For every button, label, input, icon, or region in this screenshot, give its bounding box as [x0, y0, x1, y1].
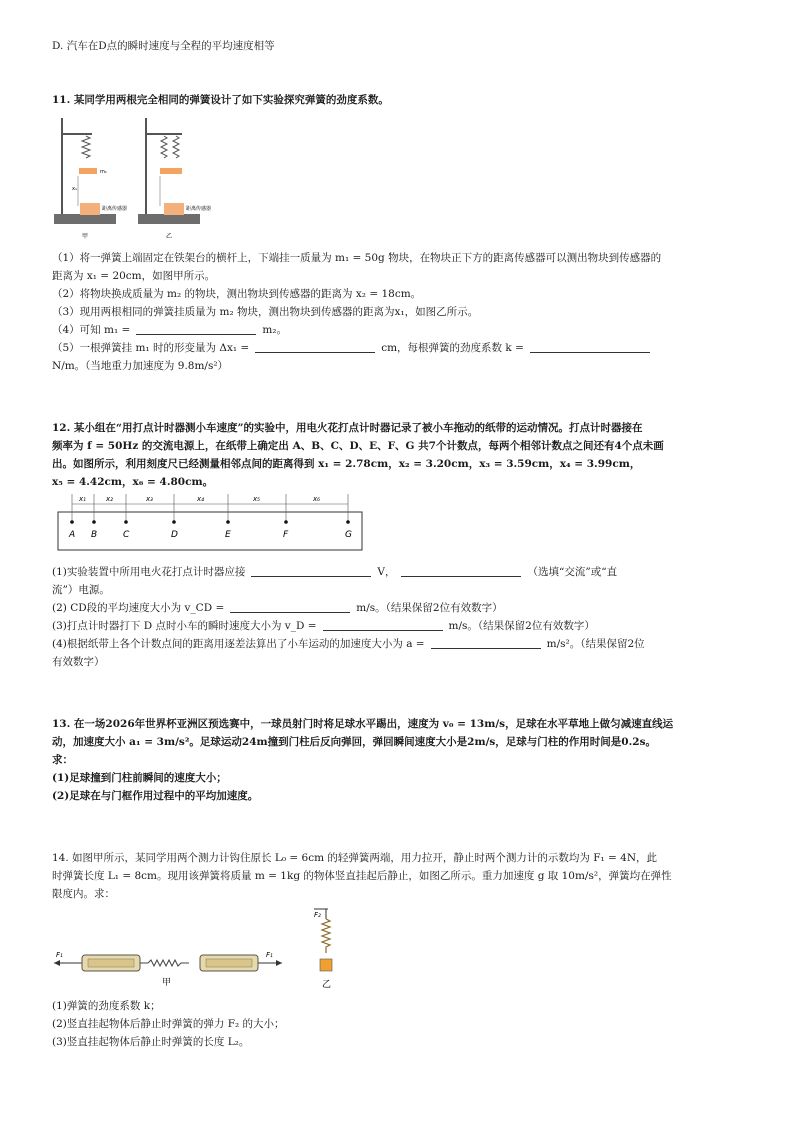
q11-line-7: N/m。（当地重力加速度为 9.8m/s²）: [52, 360, 229, 372]
label-yi-14: 乙: [322, 980, 332, 990]
q12-sub1-cont: 流”）电源。: [52, 584, 110, 596]
label-x1: x₁: [72, 186, 77, 192]
tape-point-label: D: [171, 530, 178, 540]
tape-dot: [92, 520, 96, 524]
q11-line-3: （2）将物块换成质量为 m₂ 的物块，测出物块到传感器的距离为 x₂ = 18cm。: [52, 288, 422, 300]
q12-s2-prefix: (2) CD段的平均速度大小为 v_CD =: [52, 602, 225, 614]
answer-blank-m1[interactable]: [136, 322, 256, 335]
q11-5-mid: cm，每根弹簧的劲度系数 k =: [381, 342, 524, 354]
tape-segment-label: x₃: [146, 495, 153, 503]
tape-segment-label: x₅: [253, 495, 260, 503]
q14-sub1: (1)弹簧的劲度系数 k；: [52, 1000, 161, 1012]
q14-sub2: (2)竖直挂起物体后静止时弹簧的弹力 F₂ 的大小；: [52, 1018, 285, 1030]
tape-segment-label: x₆: [313, 495, 320, 503]
tape-segment-label: x₄: [197, 495, 204, 503]
tape-point-label: C: [123, 530, 130, 540]
q12-s1-prefix: (1)实验装置中所用电火花打点计时器应接: [52, 566, 246, 578]
paper-tape-figure: [56, 492, 366, 554]
label-F1-right: F₁: [266, 951, 273, 959]
q12-s4-suffix: m/s²。（结果保留2位: [546, 638, 645, 650]
q11-line-2: 距离为 x₁ = 20cm，如图甲所示。: [52, 270, 216, 282]
q12-sub2: [52, 600, 754, 616]
answer-blank-vcd[interactable]: [230, 600, 350, 613]
tape-segment-label: x₁: [79, 495, 86, 503]
label-F1-left: F₁: [56, 951, 63, 959]
tape-dot: [226, 520, 230, 524]
tape-dot: [70, 520, 74, 524]
option-d: D. 汽车在D点的瞬时速度与全程的平均速度相等: [52, 40, 275, 52]
q11-line-1: （1）将一弹簧上端固定在铁架台的横杆上，下端挂一质量为 m₁ = 50g 物块，在物块正下方的距离传感器可以测出物块到传感器的: [52, 252, 662, 264]
q14-line-1: 14. 如图甲所示，某同学用两个测力计钩住原长 L₀ = 6cm 的轻弹簧两端，用力拉开，静止时两个测力计的示数均为 F₁ = 4N，此: [52, 852, 658, 864]
tape-dot: [284, 520, 288, 524]
tape-dot: [346, 520, 350, 524]
label-sensor-yi: 距离传感器: [186, 206, 212, 212]
q14-sub3: (3)竖直挂起物体后静止时弹簧的长度 L₂。: [52, 1036, 250, 1048]
tape-dot: [124, 520, 128, 524]
label-jia: 甲: [82, 233, 89, 240]
q12-sub4-cont: 有效数字）: [52, 656, 105, 668]
q11-4-prefix: （4）可知 m₁ =: [52, 324, 131, 336]
q11-title: 11. 某同学用两根完全相同的弹簧设计了如下实验探究弹簧的劲度系数。: [52, 94, 389, 106]
tape-dot: [172, 520, 176, 524]
q13-line-1: 13. 在一场2026年世界杯亚洲区预选赛中，一球员射门时将足球水平踢出，速度为 v₀ = 13m/s，足球在水平草地上做匀减速直线运: [52, 718, 674, 730]
answer-blank-ac-dc[interactable]: [401, 564, 521, 577]
tape-point-label: E: [225, 530, 231, 540]
q11-line-5: [52, 322, 754, 338]
q13-line-5: (2)足球在与门框作用过程中的平均加速度。: [52, 790, 259, 802]
q12-line-3: 出。如图所示，利用刻度尺已经测量相邻点间的距离得到 x₁ = 2.78cm，x₂ = 3.20cm，x₃ = 3.59cm，x₄ = 3.99cm，: [52, 458, 641, 470]
label-F2: F₂: [314, 911, 321, 919]
label-sensor-jia: 距离传感器: [102, 206, 128, 212]
q11-4-suffix: m₂。: [262, 324, 287, 336]
tape-point-label: F: [283, 530, 289, 540]
tape-point-label: A: [69, 530, 76, 540]
q13-line-2: 动，加速度大小 a₁ = 3m/s²。足球运动24m撞到门柱后反向弹回，弹回瞬间速度大小是2m/s，足球与门柱的作用时间是0.2s。: [52, 736, 656, 748]
q12-line-2: 频率为 f = 50Hz 的交流电源上，在纸带上确定出 A、B、C、D、E、F、G 共7个计数点，每两个相邻计数点之间还有4个点未画: [52, 440, 664, 452]
q14-figure: [52, 905, 352, 991]
q11-line-6: [52, 340, 754, 356]
q12-s2-suffix: m/s。（结果保留2位有效数字）: [356, 602, 503, 614]
q12-s1-unit: V，: [377, 566, 396, 578]
tape-point-label: G: [345, 530, 352, 540]
answer-blank-dx1[interactable]: [255, 340, 375, 353]
label-jia-14: 甲: [162, 978, 172, 988]
q12-sub1: [52, 564, 754, 580]
q13-line-4: (1)足球撞到门柱前瞬间的速度大小；: [52, 772, 227, 784]
q11-figure: [52, 114, 212, 242]
label-m1: m₁: [100, 169, 107, 175]
q12-sub4: [52, 636, 754, 652]
q14-line-3: 限度内。求：: [52, 888, 115, 900]
q11-5-prefix: （5）一根弹簧挂 m₁ 时的形变量为 Δx₁ =: [52, 342, 250, 354]
q12-s3-prefix: (3)打点计时器打下 D 点时小车的瞬时速度大小为 v_D =: [52, 620, 317, 632]
answer-blank-a[interactable]: [431, 636, 541, 649]
tape-segment-label: x₂: [106, 495, 113, 503]
answer-blank-vd[interactable]: [323, 618, 443, 631]
q13-line-3: 求：: [52, 754, 73, 766]
q12-sub3: [52, 618, 754, 634]
q12-s4-prefix: (4)根据纸带上各个计数点间的距离用逐差法算出了小车运动的加速度大小为 a =: [52, 638, 425, 650]
q14-line-2: 时弹簧长度 L₁ = 8cm。现用该弹簧将质量 m = 1kg 的物体竖直挂起后静止，如图乙所示。重力加速度 g 取 10m/s²，弹簧均在弹性: [52, 870, 672, 882]
q12-line-4: x₅ = 4.42cm，x₆ = 4.80cm。: [52, 476, 214, 488]
q12-s3-suffix: m/s。（结果保留2位有效数字）: [448, 620, 595, 632]
answer-blank-voltage[interactable]: [251, 564, 371, 577]
label-yi: 乙: [166, 233, 173, 240]
tape-point-label: B: [91, 530, 98, 540]
q12-s1-hint: （选填“交流”或“直: [527, 566, 618, 578]
answer-blank-k[interactable]: [530, 340, 650, 353]
q12-line-1: 12. 某小组在“用打点计时器测小车速度”的实验中，用电火花打点计时器记录了被小车拖动的纸带的运动情况。打点计时器接在: [52, 422, 643, 434]
q11-line-4: （3）现用两根相同的弹簧挂质量为 m₂ 物块，测出物块到传感器的距离为x₁，如图乙所示。: [52, 306, 479, 318]
